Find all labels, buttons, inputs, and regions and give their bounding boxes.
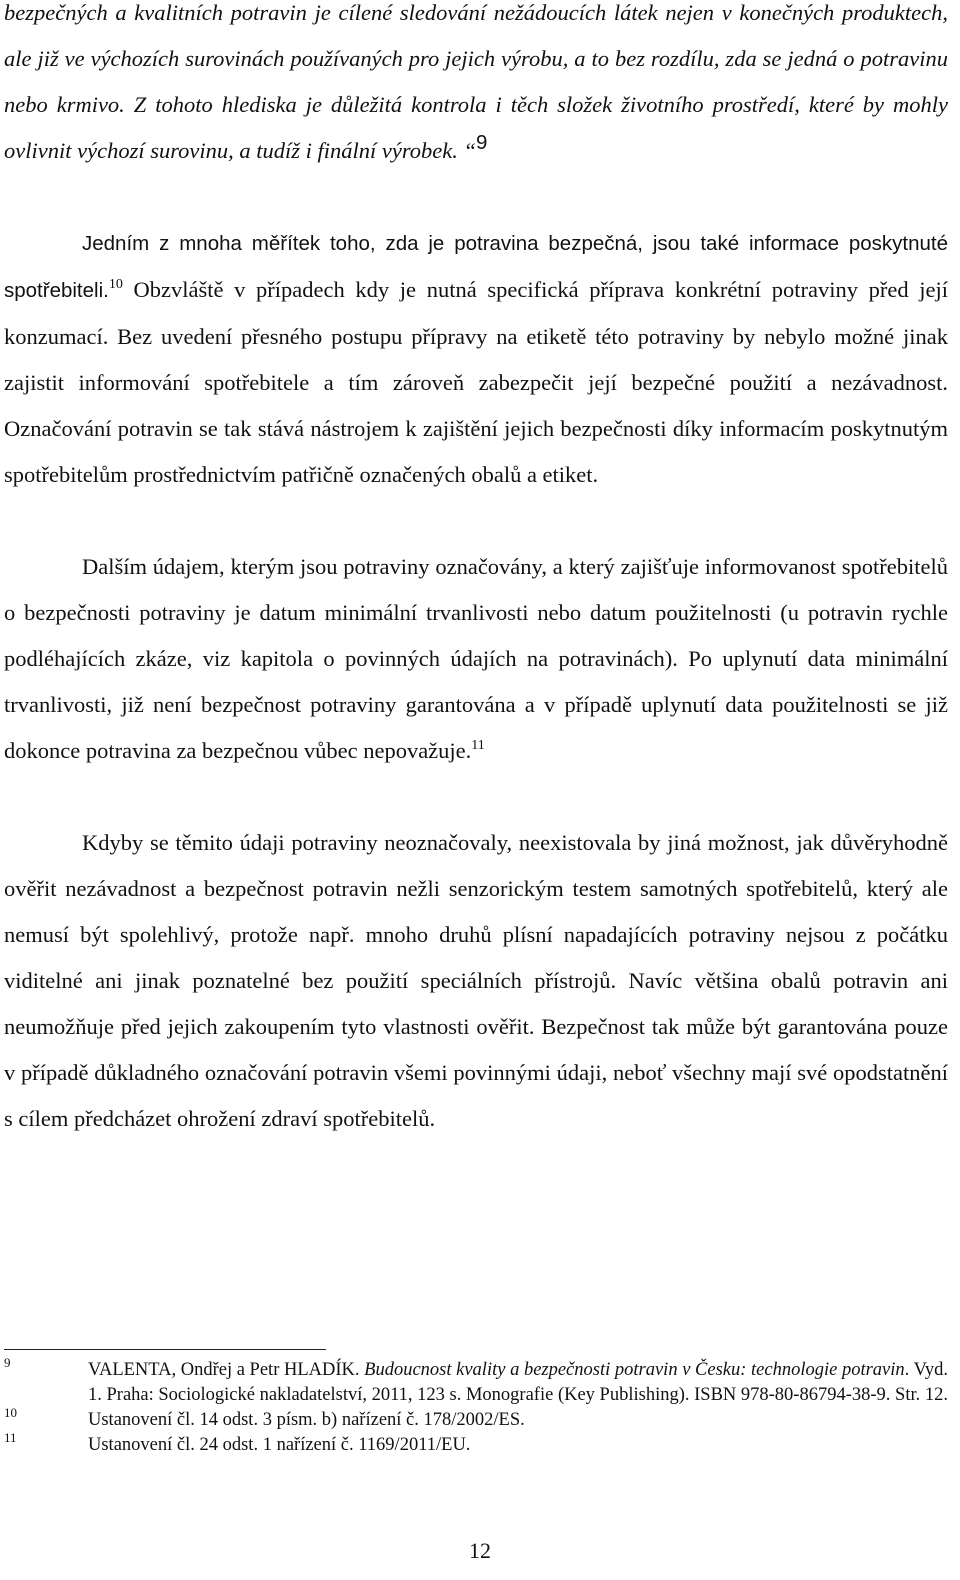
paragraph-text: bezpečných a kvalitních potravin je cílené sledování nežádoucích látek nejen v konečných produktech, ale již ve výchozích surovinách používaných pro jejich výrobu, a to bez rozdílu, zda se jedná o potravinu nebo krmivo. Z tohoto hlediska je důležitá kontrola i těch složek životního prostředí, které by mohly ovlivnit výchozí surovinu, a tudíž i finální výrobek. “ xyxy=(4,0,948,163)
paragraph-consumer-information xyxy=(4,220,948,498)
footnote-rest: . Vyd. 1. Praha: Sociologické nakladatelství, 2011, 123 s. Monografie (Key Publishing). ISBN 978-80-86794-38-9. Str. 12. xyxy=(88,1360,949,1405)
footnote-number: 10 xyxy=(4,1405,17,1420)
paragraph-lead: Jedním z mnoha měřítek toho, zda je potravina bezpečná, jsou také informace poskytnuté spotřebiteli. xyxy=(4,232,948,302)
footnote-text: Ustanovení čl. 14 odst. 3 písm. b) nařízení č. 178/2002/ES. xyxy=(88,1410,525,1430)
footnote-title: Budoucnost kvality a bezpečnosti potravin v Česku: technologie potravin xyxy=(364,1360,905,1380)
paragraph-labeling xyxy=(4,820,948,1142)
footnote-ref[interactable]: 11 xyxy=(471,738,485,753)
footnote-item xyxy=(4,1430,948,1458)
footnotes xyxy=(4,1355,949,1458)
footnote-ref[interactable]: 10 xyxy=(108,277,123,292)
footnote-ref[interactable]: 9 xyxy=(476,131,488,154)
footnote-authors: VALENTA, Ondřej a Petr HLADÍK. xyxy=(88,1360,360,1380)
footnote-separator xyxy=(4,1349,326,1350)
paragraph-text: Dalším údajem, kterým jsou potraviny označovány, a který zajišťuje informovanost spotřebitelů o bezpečnosti potraviny je datum minimální trvanlivosti nebo datum použitelnosti (u potravin rychle podléhajících zkáze, viz kapitola o povinných údajích na potravinách). Po uplynutí data minimální trvanlivosti, již není bezpečnost potraviny garantována a v případě uplynutí data použitelnosti se již dokonce potravina za bezpečnou vůbec nepovažuje. xyxy=(4,554,948,763)
footnote-text: Ustanovení čl. 24 odst. 1 nařízení č. 1169/2011/EU. xyxy=(88,1435,471,1455)
footnote-item xyxy=(4,1355,949,1408)
footnote-text xyxy=(4,1358,948,1408)
page-number: 12 xyxy=(469,1538,491,1563)
paragraph-text: Kdyby se těmito údaji potraviny neoznačovaly, neexistovala by jiná možnost, jak důvěryhodně ověřit nezávadnost a bezpečnost potravin nežli senzorickým testem samotných spotřebitelů, který ale nemusí být spolehlivý, protože např. mnoho druhů plísní napadajících potraviny nejsou z počátku viditelné ani jinak poznatelné bez použití speciálních přístrojů. Navíc většina obalů potravin ani neumožňuje před jejich zakoupením tyto vlastnosti ověřit. Bezpečnost tak může být garantována pouze v případě důkladného označování potravin všemi povinnými údaji, neboť všechny mají své opodstatnění s cílem předcházet ohrožení zdraví spotřebitelů. xyxy=(4,830,948,1131)
footnote-item xyxy=(4,1405,948,1433)
paragraph-shelf-life xyxy=(4,544,948,774)
paragraph-text: Obzvláště v případech kdy je nutná specifická příprava konkrétní potraviny před její konzumací. Bez uvedení přesného postupu přípravy na etiketě této potraviny by nebylo možné jinak zajistit informování spotřebitele a tím zároveň zabezpečit její bezpečné použití a nezávadnost. Označování potravin se tak stává nástrojem k zajištění jejich bezpečnosti díky informacím poskytnutým spotřebitelům prostřednictvím patřičně označených obalů a etiket. xyxy=(4,277,948,487)
paragraph-quote xyxy=(4,0,948,174)
footnote-number: 9 xyxy=(4,1355,11,1370)
footnote-number: 11 xyxy=(4,1430,17,1445)
